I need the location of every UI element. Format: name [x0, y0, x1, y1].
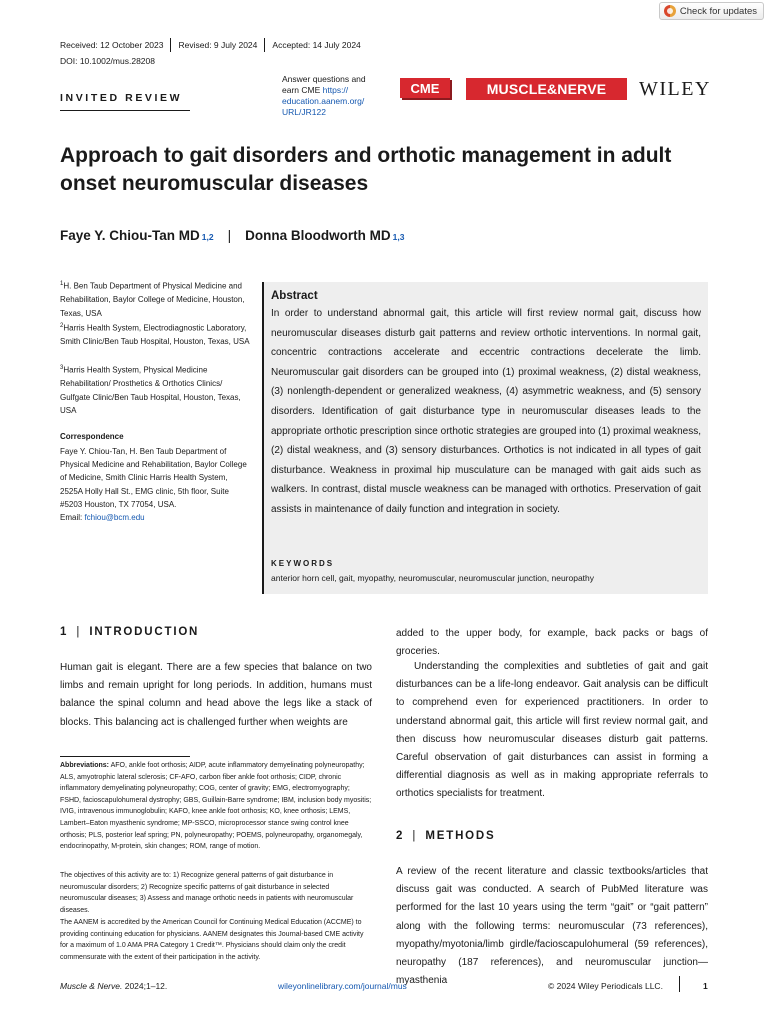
section-heading-methods: [396, 830, 496, 842]
keywords-list: anterior horn cell, gait, myopathy, neuromuscular, neuromuscular junction, neuropathy: [271, 573, 595, 583]
affiliation-text: Harris Health System, Electrodiagnostic Laboratory, Smith Clinic/Ben Taub Hospital, Houston, Texas, USA: [60, 323, 250, 347]
abbreviations-footnote: [60, 760, 372, 853]
footnote-rule: [60, 756, 190, 757]
doi: DOI: 10.1002/mus.28208: [60, 56, 155, 66]
correspondence-heading: Correspondence: [60, 432, 124, 441]
journal-logo: MUSCLE&NERVE: [466, 78, 627, 100]
article-dates: [60, 38, 361, 52]
publisher-logo: WILEY: [639, 78, 711, 100]
affiliation-marker: 2: [60, 323, 64, 329]
section-separator: |: [412, 830, 416, 842]
cme-info: [282, 74, 382, 118]
footer-copyright: © 2024 Wiley Periodicals LLC.: [548, 981, 663, 991]
email-label: Email:: [60, 513, 85, 523]
affiliation: [60, 320, 250, 349]
author-list: [60, 228, 404, 243]
check-for-updates-label: Check for updates: [679, 5, 757, 17]
article-type-label: INVITED REVIEW: [60, 92, 183, 104]
author-name[interactable]: Donna Bloodworth MD: [245, 228, 391, 243]
section-number: 1: [60, 626, 67, 638]
correspondence-text: [60, 445, 252, 524]
accreditation-footnote: The AANEM is accredited by the American Council for Continuing Medical Education (ACCME) to providing continuing education for physicians. AANEM designates this Journal-based CME activity for a maximum of 1.0 AMA PRA Category 1 Credit™. Physicians should claim only the credit commensurate with the extent of their participation in the activity.: [60, 919, 364, 961]
paragraph: Human gait is elegant. There are a few species that balance on two limbs and remain upright for long periods. In addition, humans must balance the spinal column and head above the legs like a stack of blocks. This balancing act is challenged further when weights are: [60, 662, 372, 728]
paragraph: added to the upper body, for example, back packs or bags of groceries.: [396, 628, 708, 658]
keywords-heading: KEYWORDS: [271, 559, 335, 568]
footer-journal: Muscle & Nerve.: [60, 981, 123, 991]
article-title: Approach to gait disorders and orthotic management in adult onset neuromuscular diseases: [60, 144, 672, 195]
affiliation-text: Harris Health System, Physical Medicine Rehabilitation/ Prosthetics & Orthotics Clinics/ Gulfgate Clinic/Ben Taub Hospital, Houston, Texas, USA: [60, 365, 241, 416]
abbreviations-label: Abbreviations:: [60, 762, 110, 769]
cme-link[interactable]: URL/JR122: [282, 107, 326, 117]
correspondence-address: Faye Y. Chiou-Tan, H. Ben Taub Department of Physical Medicine and Rehabilitation, Baylor College of Medicine, Smith Clinic Harris Health System, 2525A Holly Hall St., EMG clinic, 5th floor, Suite #5203 Houston, TX 77054, USA.: [60, 447, 247, 509]
cme-link[interactable]: https://: [322, 85, 349, 95]
affiliation: [60, 362, 250, 418]
check-for-updates-button[interactable]: [659, 2, 764, 20]
cme-text-line: earn CME: [282, 85, 321, 95]
paragraph: Understanding the complexities and subtleties of gait and gait disturbances can be a life-long endeavor. Gait analysis can be difficult to comprehend even for experienced practitioners. In order to understand abnormal gait, this article will first review normal gait, and then discuss how neuromuscular diseases disturb gait patterns. Careful observation of gait disturbances can assist in forming a differential diagnosis as well as in making appropriate referrals to orthotics specialists for treatment.: [396, 661, 708, 800]
abstract-text: In order to understand abnormal gait, this article will first review normal gait, discuss how neuromuscular diseases disturb gait patterns and review orthotic interventions. In normal gait, concentric contractions accelerate and eccentric contractions decelerate the limb. Neuromuscular gait disorders can be grouped into (1) proximal weakness, (2) distal weakness, (3) nonlength-dependent or generalized weakness, (4) asymmetric weakness, and (5) sensory disorders. Identification of gait disturbance type in neuromuscular diseases leads to the appropriate orthotic prescription since orthotic strategies are grouped into (1) proximal weakness, (2) distal weakness, and (3) sensory disturbances. Orthotics is not indicated in all types of gait disturbance. Weakness in proximal hip musculature can be managed with gait aids such as walkers. In contrast, distal muscle weakness can be managed with orthotics. Preservation of gait assists in maintenance of daily function and integration in society.: [271, 308, 701, 515]
objectives-footnote: The objectives of this activity are to: 1) Recognize general patterns of gait disturbance in neuromuscular disorders; 2) Recognize specific patterns of gait disturbance in selected neuromuscular diseases; 3) Assess and manage orthotic needs in patients with neuromuscular diseases.: [60, 872, 354, 914]
footer-volume: 2024;1–12.: [122, 981, 168, 991]
affiliation-marker: 1: [60, 281, 64, 287]
article-type-rule: [60, 110, 190, 111]
paragraph: A review of the recent literature and classic textbooks/articles that discuss gait was conducted. A search of PubMed literature was performed for the last 10 years using the term “gait” or “gait pattern” along with the following terms: neuromuscular (73 references), myopathy/myotonia/limb girdle/facioscapulohumeral (59 references), neuropathy (187 references), and neuromuscular junction—myasthenia: [396, 866, 708, 987]
section-number: 2: [396, 830, 403, 842]
revised-date: Revised: 9 July 2024: [178, 40, 258, 50]
crossmark-icon: [664, 5, 676, 17]
date-divider: [264, 38, 265, 52]
section-heading-introduction: [60, 626, 199, 638]
received-date: Received: 12 October 2023: [60, 40, 164, 50]
affiliation-marker: 3: [60, 365, 64, 371]
section-separator: |: [76, 626, 80, 638]
accepted-date: Accepted: 14 July 2024: [272, 40, 361, 50]
abbreviations-text: AFO, ankle foot orthosis; AIDP, acute inflammatory demyelinating polyneuropathy; ALS, amyotrophic lateral sclerosis; CF-AFO, carbon fiber ankle foot orthosis; CIDP, chronic inflammatory demyelinating polyneuropathy; COG, center of gravity; EMG, electromyography; FSHD, facioscapulohumeral dystrophy; GBS, Guillain-Barre syndrome; IBM, inclusion body myositis; IVIG, intravenous immunoglobulin; KAFO, knee ankle foot orthosis; KO, knee orthosis; LEMS, Lambert–Eaton myasthenic syndrome; MP-SSCO, microprocessor stance swing control knee orthosis; PLS, posterior leaf spring; PN, polyneuropathy; POEMS, polyneuropathy, organomegaly, endocrinopathy, M-protein, skin changes; ROM, range of motion.: [60, 762, 372, 851]
date-divider: [170, 38, 171, 52]
affiliation-text: H. Ben Taub Department of Physical Medicine and Rehabilitation, Baylor College of Medicine, Houston, Texas, USA: [60, 281, 245, 318]
cme-badge: CME: [400, 78, 450, 98]
footer-divider: [679, 976, 680, 992]
section-title: METHODS: [425, 830, 496, 842]
author-affiliation-marker[interactable]: 1,2: [201, 232, 214, 242]
cme-text-line: Answer questions and: [282, 74, 366, 84]
footer-citation: [60, 981, 167, 991]
author-separator: |: [227, 228, 232, 243]
email-link[interactable]: fchiou@bcm.edu: [84, 513, 145, 523]
section-title: INTRODUCTION: [89, 626, 200, 638]
footer-journal-link[interactable]: wileyonlinelibrary.com/journal/mus: [278, 981, 407, 991]
author-name[interactable]: Faye Y. Chiou-Tan MD: [60, 228, 200, 243]
author-affiliation-marker[interactable]: 1,3: [392, 232, 405, 242]
abstract-heading: Abstract: [271, 290, 318, 302]
affiliation: [60, 278, 250, 320]
abstract-accent-bar: [262, 282, 264, 594]
page-number: 1: [703, 981, 708, 991]
cme-link[interactable]: education.aanem.org/: [282, 96, 365, 106]
